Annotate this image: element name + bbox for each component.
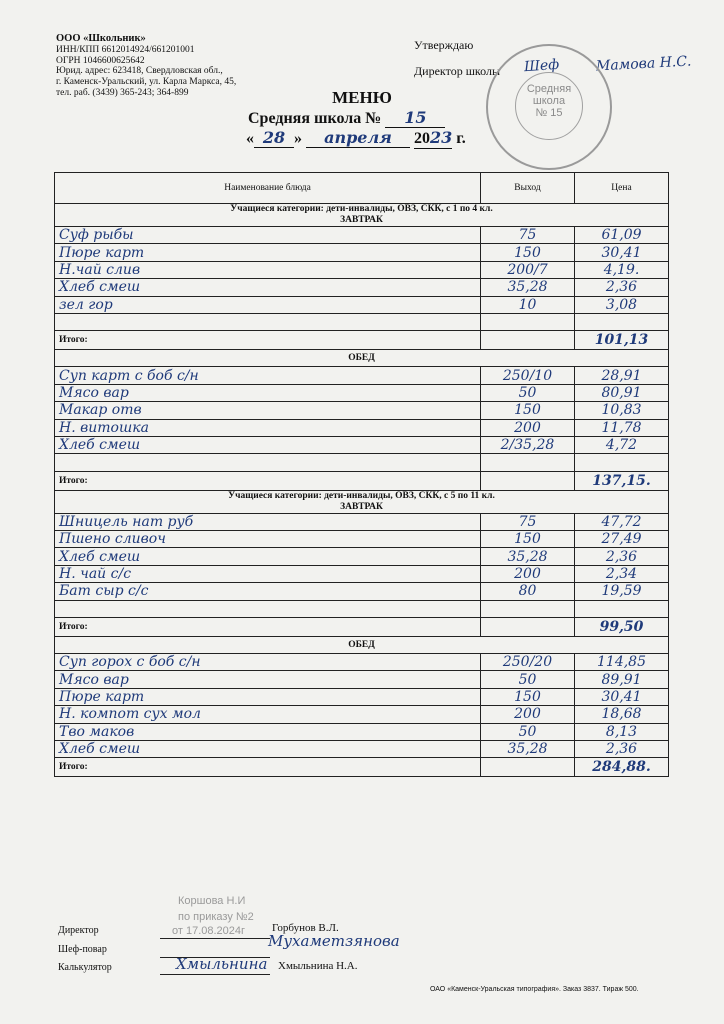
price-cell: 3,08 (575, 296, 669, 313)
price-cell: 4,72 (575, 436, 669, 453)
dish-cell: Суп карт с боб с/н (55, 367, 481, 384)
output-cell: 2/35,28 (481, 436, 575, 453)
price-cell (575, 600, 669, 617)
output-cell: 200 (481, 706, 575, 723)
chef-signature: Мухаметзянова (268, 932, 400, 950)
date-day: 28 (254, 128, 294, 148)
stamp-line-1: Средняя (526, 83, 572, 95)
price-cell: 2,36 (575, 279, 669, 296)
org-name: ООО «Школьник» (56, 33, 146, 44)
org-phone: тел. раб. (3439) 365-243; 364-899 (56, 87, 189, 98)
total-price: 284,88. (575, 758, 669, 777)
director-signature: Шеф (523, 56, 560, 76)
overlay-order: по приказу №2 (178, 911, 254, 923)
total-row (55, 618, 669, 637)
price-cell: 2,36 (575, 740, 669, 757)
calc-signature: Хмыльнина (176, 955, 268, 973)
output-cell: 75 (481, 513, 575, 530)
table-row (55, 740, 669, 757)
table-row (55, 600, 669, 617)
dish-cell: Суф рыбы (55, 227, 481, 244)
output-cell: 50 (481, 384, 575, 401)
output-cell: 150 (481, 531, 575, 548)
category-text: Учащиеся категории: дети-инвалиды, ОВЗ, СКК, с 1 по 4 кл. (230, 204, 493, 214)
output-cell: 250/10 (481, 367, 575, 384)
dish-cell: Н. витошка (55, 419, 481, 436)
stamp-line-3: № 15 (535, 107, 563, 119)
school-number: 15 (385, 108, 445, 128)
total-row (55, 331, 669, 350)
table-row (55, 583, 669, 600)
dish-cell: зел гор (55, 296, 481, 313)
price-cell (575, 313, 669, 330)
table-row (55, 688, 669, 705)
category-cell (55, 204, 669, 227)
org-address-1: Юрид. адрес: 623418, Свердловская обл., (56, 66, 223, 77)
total-label: Итого: (55, 471, 481, 490)
table-row (55, 723, 669, 740)
director-signature-line (160, 938, 270, 939)
column-header-dish: Наименование блюда (55, 173, 481, 204)
stamp-line-2: школа (532, 95, 566, 107)
price-cell (575, 454, 669, 471)
year-suffix: 23 (430, 128, 453, 147)
page-title: МЕНЮ (332, 88, 392, 107)
dish-cell: Тво маков (55, 723, 481, 740)
output-cell: 80 (481, 583, 575, 600)
output-cell: 35,28 (481, 279, 575, 296)
menu-date (246, 128, 466, 149)
output-cell: 200 (481, 419, 575, 436)
output-cell: 200/7 (481, 261, 575, 278)
output-cell: 10 (481, 296, 575, 313)
table-row (55, 531, 669, 548)
dish-cell: Суп горох с боб с/н (55, 654, 481, 671)
total-output-cell (481, 471, 575, 490)
table-row (55, 227, 669, 244)
date-close-quote: » (294, 130, 302, 147)
menu-table (54, 172, 669, 777)
meal-row (55, 637, 669, 654)
year-prefix: 20 (414, 130, 430, 147)
dish-cell: Хлеб смеш (55, 436, 481, 453)
output-cell: 75 (481, 227, 575, 244)
output-cell: 150 (481, 688, 575, 705)
price-cell: 10,83 (575, 402, 669, 419)
price-cell: 8,13 (575, 723, 669, 740)
category-row (55, 490, 669, 513)
table-row (55, 671, 669, 688)
table-header-row (55, 173, 669, 204)
dish-cell: Мясо вар (55, 671, 481, 688)
output-cell: 50 (481, 671, 575, 688)
meal-label: ОБЕД (55, 350, 669, 367)
overlay-date: от 17.08.2024г (172, 925, 246, 937)
dish-cell: Шницель нат руб (55, 513, 481, 530)
output-cell: 150 (481, 402, 575, 419)
output-cell: 35,28 (481, 740, 575, 757)
output-cell: 50 (481, 723, 575, 740)
category-row (55, 204, 669, 227)
column-header-price: Цена (575, 173, 669, 204)
meal-row (55, 350, 669, 367)
category-text: Учащиеся категории: дети-инвалиды, ОВЗ, СКК, с 5 по 11 кл. (228, 490, 495, 501)
price-cell: 4,19. (575, 261, 669, 278)
print-imprint: ОАО «Каменск-Уральская типография». Заказ 3837. Тираж 500. (430, 986, 639, 993)
total-label: Итого: (55, 331, 481, 350)
table-row (55, 654, 669, 671)
price-cell: 47,72 (575, 513, 669, 530)
date-year (414, 128, 452, 149)
dish-cell: Пшено сливоч (55, 531, 481, 548)
table-row (55, 565, 669, 582)
footer-director-name: Горбунов В.Л. (272, 922, 339, 934)
school-line (248, 108, 445, 128)
price-cell: 30,41 (575, 688, 669, 705)
total-output-cell (481, 618, 575, 637)
dish-cell: Макар отв (55, 402, 481, 419)
table-row (55, 384, 669, 401)
dish-cell: Н.чай слив (55, 261, 481, 278)
table-row (55, 313, 669, 330)
output-cell (481, 313, 575, 330)
output-cell: 250/20 (481, 654, 575, 671)
price-cell: 2,36 (575, 548, 669, 565)
table-row (55, 261, 669, 278)
dish-cell: Н. компот сух мол (55, 706, 481, 723)
table-row (55, 296, 669, 313)
total-price: 101,13 (575, 331, 669, 350)
org-address-2: г. Каменск-Уральский, ул. Карла Маркса, 45, (56, 77, 237, 88)
price-cell: 28,91 (575, 367, 669, 384)
output-cell: 150 (481, 244, 575, 261)
dish-cell (55, 454, 481, 471)
dish-cell: Пюре карт (55, 244, 481, 261)
date-month: апреля (306, 128, 410, 148)
table-row (55, 454, 669, 471)
table-row (55, 279, 669, 296)
dish-cell: Мясо вар (55, 384, 481, 401)
approve-label: Утверждаю (414, 38, 474, 52)
director-approval-label: Директор школы (414, 64, 501, 78)
dish-cell (55, 600, 481, 617)
price-cell: 80,91 (575, 384, 669, 401)
dish-cell: Пюре карт (55, 688, 481, 705)
table-row (55, 402, 669, 419)
year-end: г. (452, 130, 466, 147)
total-output-cell (481, 758, 575, 777)
dish-cell: Бат сыр с/с (55, 583, 481, 600)
output-cell: 200 (481, 565, 575, 582)
footer-director-label: Директор (58, 925, 99, 936)
price-cell: 11,78 (575, 419, 669, 436)
price-cell: 19,59 (575, 583, 669, 600)
director-signature-name: Мамова Н.С. (595, 53, 692, 75)
total-label: Итого: (55, 618, 481, 637)
column-header-output: Выход (481, 173, 575, 204)
category-cell (55, 490, 669, 513)
footer-calc-name: Хмыльнина Н.А. (278, 960, 358, 972)
table-row (55, 419, 669, 436)
total-row (55, 758, 669, 777)
total-price: 137,15. (575, 471, 669, 490)
meal-label: ЗАВТРАК (340, 501, 383, 512)
org-ogrn: ОГРН 1046600625642 (56, 55, 145, 66)
dish-cell: Хлеб смеш (55, 548, 481, 565)
output-cell (481, 454, 575, 471)
table-row (55, 244, 669, 261)
price-cell: 30,41 (575, 244, 669, 261)
overlay-name: Коршова Н.И (178, 895, 246, 907)
total-row (55, 471, 669, 490)
dish-cell (55, 313, 481, 330)
price-cell: 2,34 (575, 565, 669, 582)
price-cell: 89,91 (575, 671, 669, 688)
output-cell: 35,28 (481, 548, 575, 565)
date-open-quote: « (246, 130, 254, 147)
dish-cell: Н. чай с/с (55, 565, 481, 582)
total-label: Итого: (55, 758, 481, 777)
price-cell: 114,85 (575, 654, 669, 671)
total-output-cell (481, 331, 575, 350)
footer-calc-label: Калькулятор (58, 962, 112, 973)
dish-cell: Хлеб смеш (55, 740, 481, 757)
price-cell: 18,68 (575, 706, 669, 723)
footer-chef-label: Шеф-повар (58, 944, 107, 955)
table-row (55, 548, 669, 565)
table-row (55, 513, 669, 530)
table-row (55, 706, 669, 723)
dish-cell: Хлеб смеш (55, 279, 481, 296)
total-price: 99,50 (575, 618, 669, 637)
calc-signature-line (160, 974, 270, 975)
table-row (55, 367, 669, 384)
price-cell: 27,49 (575, 531, 669, 548)
school-label: Средняя школа № (248, 110, 382, 127)
table-row (55, 436, 669, 453)
meal-label: ОБЕД (55, 637, 669, 654)
output-cell (481, 600, 575, 617)
org-inn: ИНН/КПП 6612014924/661201001 (56, 44, 195, 55)
price-cell: 61,09 (575, 227, 669, 244)
meal-label: ЗАВТРАК (340, 215, 383, 225)
